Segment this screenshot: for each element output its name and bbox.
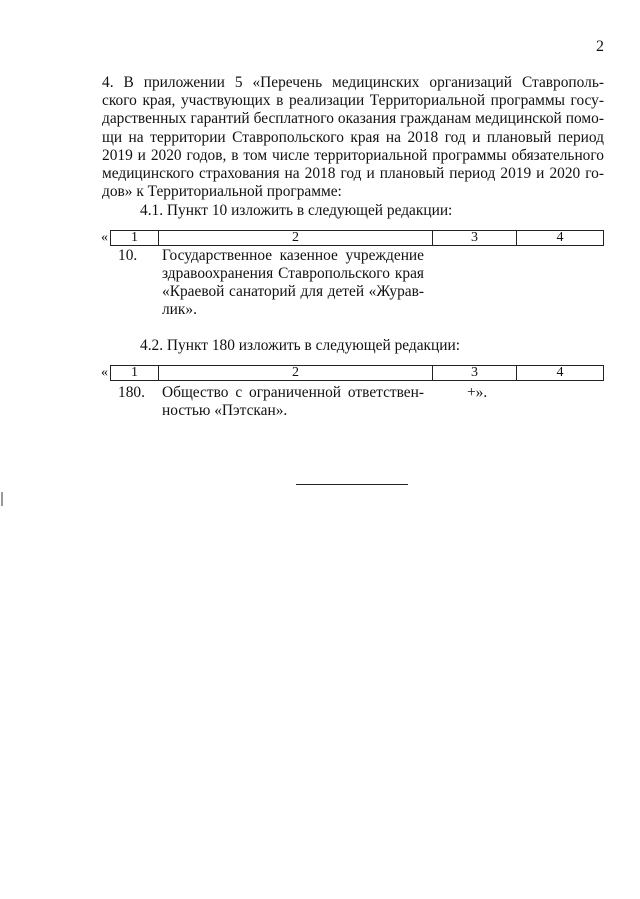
item-name [162, 247, 424, 319]
col-header-4: 4 [517, 366, 604, 381]
page-number: 2 [596, 38, 604, 55]
item-number: 10. [118, 247, 138, 264]
item-number: 180. [118, 384, 145, 401]
paragraph-line: 2019 и 2020 годов, в том числе территориальной программы обязательного [102, 146, 604, 164]
paragraph-line: медицинского страхования на 2018 год и плановый период 2019 и 2020 го- [102, 165, 604, 183]
subparagraph-4-2: 4.2. Пункт 180 изложить в следующей редакции: [140, 337, 461, 354]
paragraph-line: 4. В приложении 5 «Перечень медицинских организаций Ставрополь- [102, 74, 604, 91]
col-header-2: 2 [159, 366, 433, 381]
paragraph-line: щи на территории Ставропольского края на 2018 год и плановый период [102, 128, 604, 146]
item-col3-value: +». [467, 384, 488, 401]
paragraph-line: дов» к Территориальной программе: [102, 183, 342, 201]
paragraph-4 [102, 74, 604, 201]
item-name-line: ностью «Пэтскан». [162, 402, 288, 419]
separator-line [296, 484, 408, 485]
col-header-1: 1 [111, 366, 159, 381]
scan-margin-mark [1, 492, 3, 506]
table-header-1 [110, 230, 604, 246]
col-header-1: 1 [111, 231, 159, 246]
table-header-2 [110, 365, 604, 381]
col-header-3: 3 [433, 366, 517, 381]
col-header-4: 4 [517, 231, 604, 246]
paragraph-line: ского края, участвующих в реализации Территориальной программы госу- [102, 92, 604, 110]
item-name-line: Общество с ограниченной ответствен- [162, 384, 424, 401]
col-header-3: 3 [433, 231, 517, 246]
item-name-line: лик». [162, 301, 197, 318]
paragraph-line: дарственных гарантий бесплатного оказания гражданам медицинской помо- [102, 110, 604, 128]
item-name-line: «Краевой санаторий для детей «Журав- [162, 283, 424, 300]
item-name-line: Государственное казенное учреждение [162, 247, 424, 264]
col-header-2: 2 [159, 231, 433, 246]
open-quote: « [101, 365, 108, 380]
subparagraph-4-1: 4.1. Пункт 10 изложить в следующей редакции: [140, 202, 453, 219]
item-name [162, 384, 424, 420]
item-name-line: здравоохранения Ставропольского края [162, 265, 424, 282]
open-quote: « [101, 230, 108, 245]
